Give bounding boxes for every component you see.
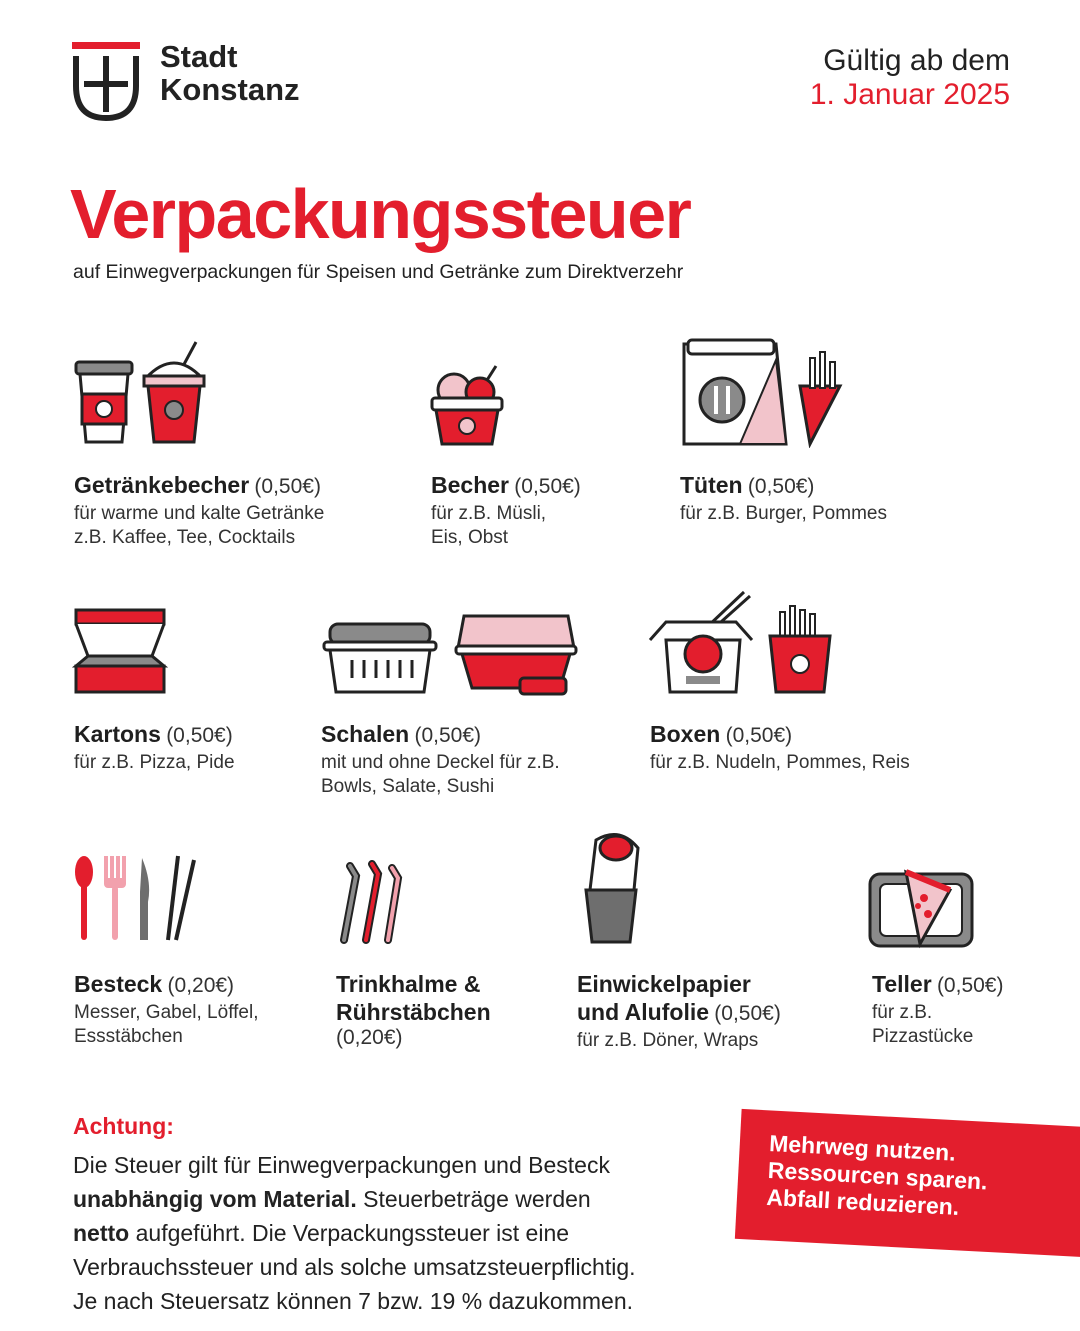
- paper-bag-icon: [680, 336, 860, 453]
- pizza-box-icon: [72, 606, 168, 701]
- straws-icon: [336, 856, 406, 951]
- item-becher: Becher (0,50€) für z.B. Müsli, Eis, Obst: [431, 472, 581, 548]
- city-name: Stadt Konstanz: [160, 39, 300, 107]
- item-getraenkebecher: Getränkebecher (0,50€) für warme und kalte Getränke z.B. Kaffee, Tee, Cocktails: [74, 472, 325, 548]
- validity-date: Gültig ab dem 1. Januar 2025: [809, 44, 1010, 111]
- bowls-icon: [320, 608, 580, 705]
- item-kartons: Kartons (0,50€) für z.B. Pizza, Pide: [74, 721, 235, 773]
- page-subtitle: auf Einwegverpackungen für Speisen und Getränke zum Direktverzehr: [73, 261, 684, 283]
- slogan-text: Mehrweg nutzen. Ressourcen sparen. Abfall reduzieren.: [765, 1130, 989, 1220]
- item-tueten: Tüten (0,50€) für z.B. Burger, Pommes: [680, 472, 887, 524]
- item-besteck: Besteck (0,20€) Messer, Gabel, Löffel, Essstäbchen: [74, 971, 259, 1047]
- page-title: Verpackungssteuer: [70, 175, 691, 253]
- plate-icon: [866, 866, 976, 957]
- notice-text: Die Steuer gilt für Einwegverpackungen und Besteck unabhängig vom Material. Steuerbeträge werden netto aufgeführt. Die Verpackungssteuer ist eine Verbrauchssteuer und als solche umsatzsteuerpflichtig. Je nach Steuersatz können 7 bzw. 19 % dazukommen.: [73, 1152, 636, 1314]
- noodle-box-icon: [646, 588, 836, 703]
- item-trinkhalme: Trinkhalme & Rührstäbchen (0,20€): [336, 971, 491, 1049]
- cups-icon: [72, 338, 212, 455]
- notice-title: Achtung:: [73, 1113, 174, 1139]
- ice-cream-cup-icon: [430, 360, 506, 453]
- item-teller: Teller (0,50€) für z.B. Pizzastücke: [872, 971, 1004, 1047]
- city-crest-icon: [72, 42, 140, 127]
- item-boxen: Boxen (0,50€) für z.B. Nudeln, Pommes, Reis: [650, 721, 910, 773]
- cutlery-icon: [72, 852, 202, 949]
- item-einwickelpapier: Einwickelpapier und Alufolie (0,50€) für z.B. Döner, Wraps: [577, 971, 781, 1051]
- wrap-icon: [580, 830, 644, 951]
- item-schalen: Schalen (0,50€) mit und ohne Deckel für z.B. Bowls, Salate, Sushi: [321, 721, 560, 797]
